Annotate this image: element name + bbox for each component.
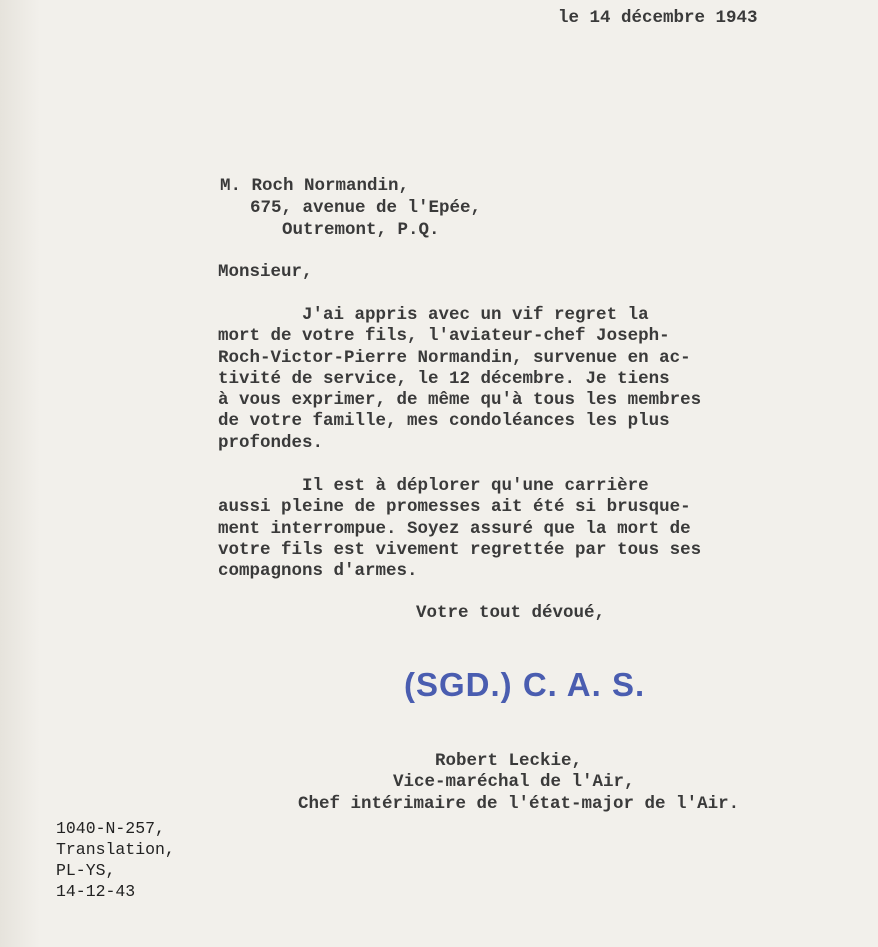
text-line: Roch-Victor-Pierre Normandin, survenue en ac-	[218, 347, 691, 368]
signatory-title: Chef intérimaire de l'état-major de l'Air.	[298, 793, 740, 814]
recipient-address	[0, 175, 481, 241]
text-line: de votre famille, mes condoléances les plus	[218, 411, 670, 432]
text-line: ment interrompue. Soyez assuré que la mort de	[218, 518, 691, 539]
text-line: J'ai appris avec un vif regret la	[218, 305, 649, 325]
paragraph-1	[218, 305, 701, 454]
text-line: à vous exprimer, de même qu'à tous les membres	[218, 390, 702, 411]
text-line: profondes.	[218, 432, 324, 453]
text-line: aussi pleine de promesses ait été si brusque-	[218, 497, 691, 518]
signature-stamp: (SGD.) C. A. S.	[404, 666, 646, 703]
text-line: mort de votre fils, l'aviateur-chef Joseph-	[218, 326, 670, 347]
paragraph-2	[218, 476, 701, 582]
text-line: votre fils est vivement regrettée par tous ses	[218, 539, 702, 560]
signature-block	[0, 751, 739, 815]
salutation: Monsieur,	[218, 262, 313, 282]
reference-line: PL-YS,	[56, 861, 116, 880]
file-reference	[56, 818, 175, 902]
text-line: compagnons d'armes.	[218, 561, 418, 582]
text-line: tivité de service, le 12 décembre. Je tiens	[218, 368, 670, 389]
reference-line: Translation,	[56, 840, 175, 859]
reference-line: 1040-N-257,	[56, 819, 165, 838]
text-line: Il est à déplorer qu'une carrière	[218, 476, 649, 496]
recipient-name: M. Roch Normandin,	[220, 176, 410, 196]
reference-line: 14-12-43	[56, 882, 136, 901]
closing: Votre tout dévoué,	[416, 603, 606, 623]
signatory-rank: Vice-maréchal de l'Air,	[393, 772, 635, 793]
letter-date: le 14 décembre 1943	[558, 8, 758, 28]
signatory-name: Robert Leckie,	[435, 751, 583, 771]
recipient-street: 675, avenue de l'Epée,	[250, 198, 482, 218]
recipient-city: Outremont, P.Q.	[282, 220, 440, 240]
